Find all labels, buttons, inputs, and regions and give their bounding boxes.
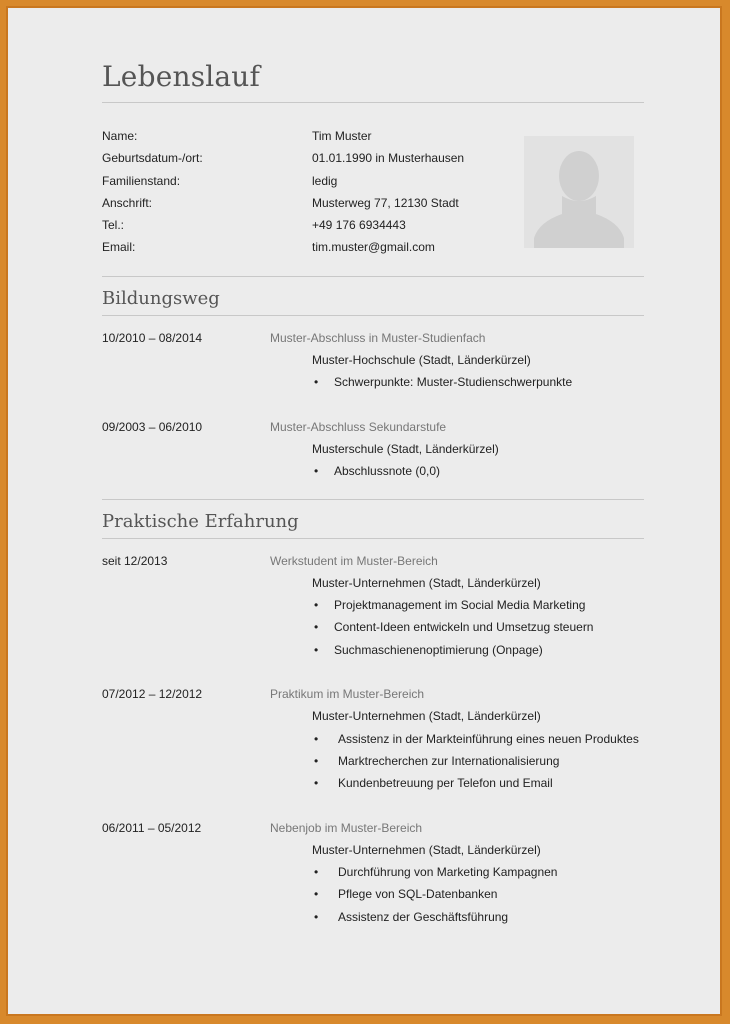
entry-organization: Muster-Unternehmen (Stadt, Länderkürzel) (312, 843, 541, 857)
profile-photo-placeholder (524, 136, 634, 248)
resume-page (6, 6, 722, 1016)
entry-period: 10/2010 – 08/2014 (102, 331, 203, 345)
info-label-email: Email: (102, 240, 136, 254)
section-divider (102, 538, 644, 539)
entry-role: Nebenjob im Muster-Bereich (270, 821, 423, 835)
entry-organization: Muster-Hochschule (Stadt, Länderkürzel) (312, 353, 531, 367)
list-item: • Assistenz in der Markteinführung eines neuen Produktes (314, 732, 639, 746)
entry-role: Muster-Abschluss in Muster-Studienfach (270, 331, 486, 345)
section-divider (102, 499, 644, 500)
info-label-marital: Familienstand: (102, 174, 181, 188)
entry-role: Muster-Abschluss Sekundarstufe (270, 420, 447, 434)
info-value-marital: ledig (312, 174, 338, 188)
entry-organization: Musterschule (Stadt, Länderkürzel) (312, 442, 499, 456)
list-item: • Abschlussnote (0,0) (314, 464, 441, 478)
info-label-birth: Geburtsdatum-/ort: (102, 151, 203, 165)
entry-role: Werkstudent im Muster-Bereich (270, 554, 438, 568)
entry-organization: Muster-Unternehmen (Stadt, Länderkürzel) (312, 709, 541, 723)
list-item: • Schwerpunkte: Muster-Studienschwerpunkte (314, 375, 573, 389)
page-title: Lebenslauf (102, 60, 261, 93)
entry-role: Praktikum im Muster-Bereich (270, 687, 425, 701)
list-item: • Assistenz der Geschäftsführung (314, 910, 509, 924)
list-item: • Marktrecherchen zur Internationalisierung (314, 754, 560, 768)
info-value-address: Musterweg 77, 12130 Stadt (312, 196, 459, 210)
list-item: • Content-Ideen entwickeln und Umsetzug steuern (314, 620, 594, 634)
info-label-phone: Tel.: (102, 218, 125, 232)
info-value-birth: 01.01.1990 in Musterhausen (312, 151, 465, 165)
entry-period: 09/2003 – 06/2010 (102, 420, 203, 434)
section-divider (102, 315, 644, 316)
list-item: • Durchführung von Marketing Kampagnen (314, 865, 558, 879)
entry-period: 07/2012 – 12/2012 (102, 687, 203, 701)
list-item: • Pflege von SQL-Datenbanken (314, 887, 498, 901)
info-label-address: Anschrift: (102, 196, 153, 210)
title-divider (102, 102, 644, 103)
list-item: • Projektmanagement im Social Media Marketing (314, 598, 586, 612)
section-divider (102, 276, 644, 277)
entry-organization: Muster-Unternehmen (Stadt, Länderkürzel) (312, 576, 541, 590)
info-value-name: Tim Muster (312, 129, 372, 143)
entry-period: 06/2011 – 05/2012 (102, 821, 202, 835)
section-title-education: Bildungsweg (102, 288, 220, 309)
list-item: • Suchmaschienenoptimierung (Onpage) (314, 643, 543, 657)
info-value-email: tim.muster@gmail.com (312, 240, 435, 254)
entry-period: seit 12/2013 (102, 554, 168, 568)
avatar-silhouette-icon (524, 136, 634, 248)
info-label-name: Name: (102, 129, 138, 143)
list-item: • Kundenbetreuung per Telefon und Email (314, 776, 553, 790)
info-value-phone: +49 176 6934443 (312, 218, 406, 232)
section-title-experience: Praktische Erfahrung (102, 511, 299, 532)
